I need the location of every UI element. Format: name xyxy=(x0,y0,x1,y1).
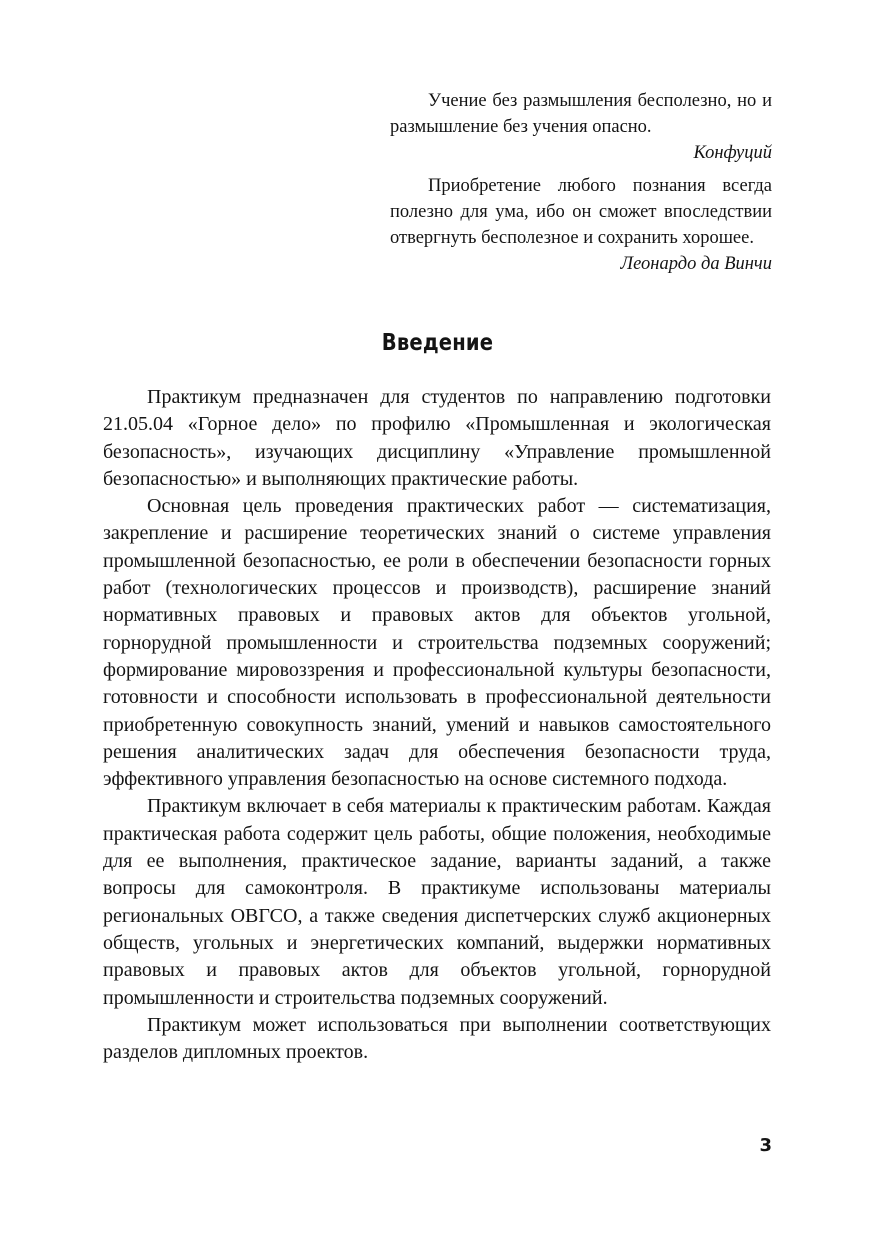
section-title: Введение xyxy=(381,330,494,356)
epigraph-author: Леонардо да Винчи xyxy=(620,254,772,274)
epigraph-text: Приобретение любого познания всегда полезно для ума, ибо он сможет впоследствии отвергнуть бесполезное и сохранить хорошее. xyxy=(390,176,772,248)
epigraph-author: Конфуций xyxy=(693,143,772,163)
paragraph: Основная цель проведения практических работ — систематизация, закрепление и расширение теоретических знаний о системе управления промышленной безопасностью, ее роли в обеспечении безопасности горных работ (технологических процессов и производств), расширение знаний нормативных правовых и правовых актов для объектов угольной, горнорудной промышленности и строительства подземных сооружений; формирование мировоззрения и профессиональной культуры безопасности, готовности и способности использовать в профессиональной деятельности приобретенную совокупность знаний, умений и навыков самостоятельного решения аналитических задач для обеспечения безопасности труда, эффективного управления безопасностью на основе системного подхода. xyxy=(103,495,771,791)
body-text xyxy=(103,384,771,1066)
paragraph: Практикум включает в себя материалы к практическим работам. Каждая практическая работа содержит цель работы, общие положения, необходимые для ее выполнения, практическое задание, варианты заданий, а также вопросы для самоконтроля. В практикуме использованы материалы региональных ОВГСО, а также сведения диспетчерских служб акционерных обществ, угольных и энергетических компаний, выдержки нормативных правовых и правовых актов для объектов угольной, горнорудной промышленности и строительства подземных сооружений. xyxy=(103,795,771,1009)
paragraph: Практикум предназначен для студентов по направлению подготовки 21.05.04 «Горное дело» по профилю «Промышленная и экологическая безопасность», изучающих дисциплину «Управление промышленной безопасностью» и выполняющих практические работы. xyxy=(103,386,771,490)
epigraph-leonardo xyxy=(390,173,772,277)
paragraph: Практикум может использоваться при выполнении соответствующих разделов дипломных проектов. xyxy=(103,1013,771,1064)
epigraph-confucius xyxy=(390,88,772,166)
epigraph-text: Учение без размышления бесполезно, но и размышление без учения опасно. xyxy=(390,91,772,137)
page-number: 3 xyxy=(759,1135,772,1156)
